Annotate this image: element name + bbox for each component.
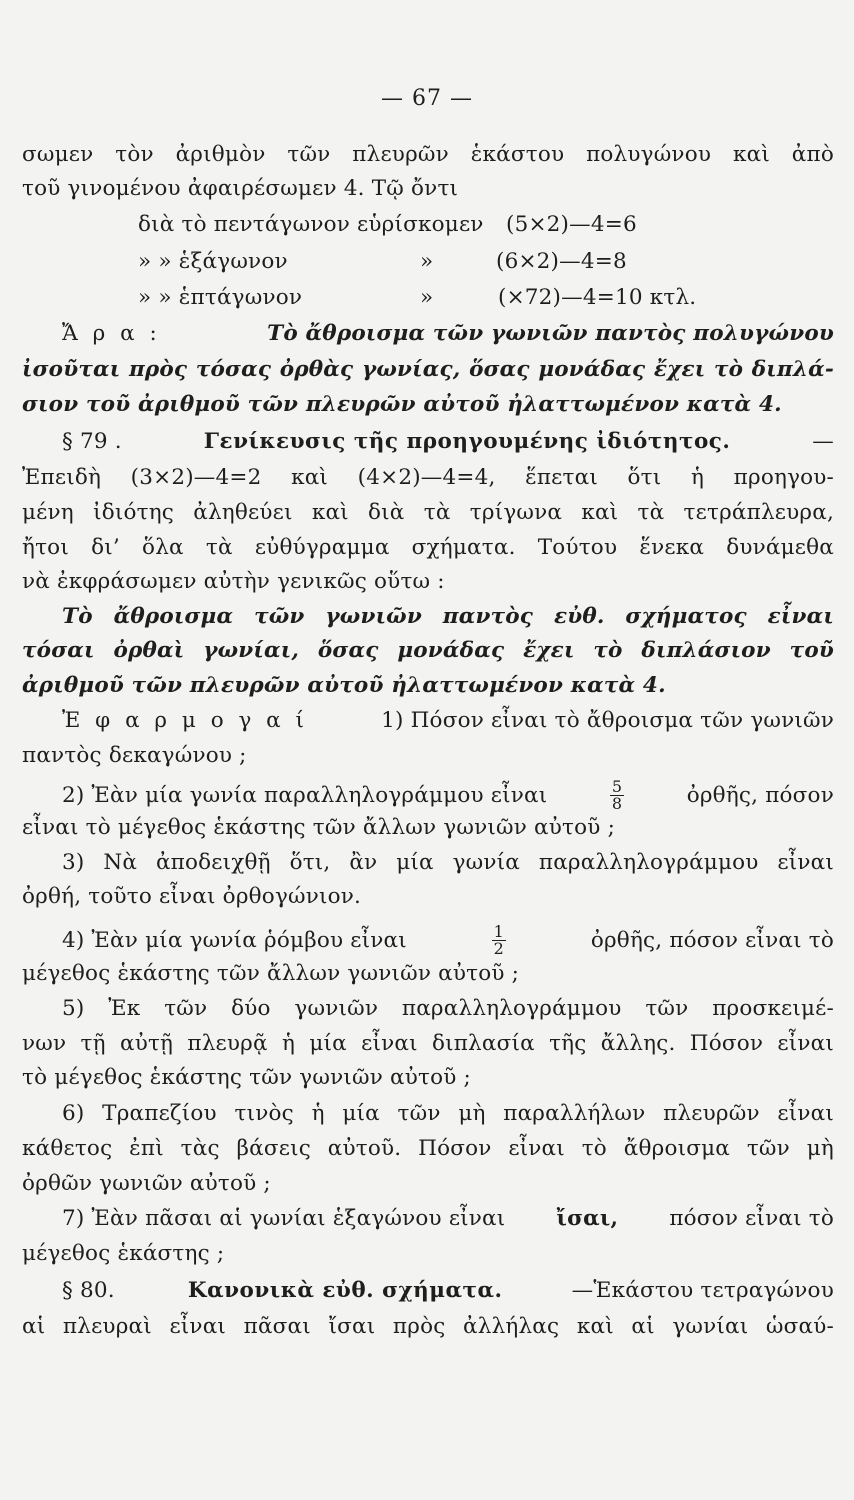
text-line: αἱ πλευραὶ εἶναι πᾶσαι ἴσαι πρὸς ἀλλήλας καὶ αἱ γωνίαι ὡσαύ- [22,1314,834,1339]
text-line: νὰ ἐκφράσωμεν αὐτὴν γενικῶς οὕτω : [22,569,445,594]
text-line: μέγεθος ἑκάστης ; [22,1241,225,1266]
exercise-text: 3) Νὰ ἀποδειχθῇ ὅτι, ἂν μία γωνία παραλληλογράμμου εἶναι [62,850,834,875]
exercise-text: 1) Πόσον εἶναι τὸ ἄθροισμα τῶν γωνιῶν [381,708,834,733]
text-line: Ἐπειδὴ (3×2)—4=2 καὶ (4×2)—4=4, ἕπεται ὅτι ἡ προηγου- [22,465,834,490]
text-line: μένη ἰδιότης ἀληθεύει καὶ διὰ τὰ τρίγωνα καὶ τὰ τετράπλευρα, [22,500,834,525]
text-line: κάθετος ἐπὶ τὰς βάσεις αὐτοῦ. Πόσον εἶναι τὸ ἄθροισμα τῶν μὴ [22,1136,834,1161]
theorem-text: Τὸ ἄθροισμα τῶν γωνιῶν παντὸς πολυγώνου [267,321,834,346]
table-row-formula: (5×2)—4=6 [506,212,637,237]
text-line: τὸ μέγεθος ἑκάστης τῶν γωνιῶν αὐτοῦ ; [22,1065,471,1090]
exercise-text: πόσον εἶναι τὸ [669,1206,834,1231]
exercise-text: ὀρθῆς, πόσον [686,782,834,808]
section-number: § 79 . [62,429,122,454]
ditto-mark: » [420,285,434,310]
exercise-text: 4) Ἐὰν μία γωνία ῥόμβου εἶναι [62,927,407,953]
exercises-label: Ἐ φ α ρ μ ο γ α ί [62,708,308,733]
theorem-text: σιον τοῦ ἀριθμοῦ τῶν πλευρῶν αὐτοῦ ἠλαττωμένον κατὰ 4. [22,392,782,417]
text-line: μέγεθος ἑκάστης τῶν ἄλλων γωνιῶν αὐτοῦ ; [22,961,520,986]
exercise-text: 7) Ἐὰν πᾶσαι αἱ γωνίαι ἑξαγώνου εἶναι [62,1206,506,1231]
table-row-label: διὰ τὸ πεντάγωνον εὑρίσκομεν [138,212,484,237]
text-line: παντὸς δεκαγώνου ; [22,743,247,768]
section-number: § 80. [62,1278,115,1303]
table-row-label: » » ἑξάγωνον [138,249,288,274]
section-heading: Κανονικὰ εὐθ. σχήματα. [187,1278,503,1303]
exercise-text: ὀρθῆς, πόσον εἶναι τὸ [590,927,834,953]
fraction-numerator: 5 [611,776,623,796]
fraction-five-eighths [610,776,624,813]
fraction-denominator: 8 [611,793,623,813]
theorem-text: ἰσοῦται πρὸς τόσας ὀρθὰς γωνίας, ὅσας μονάδας ἔχει τὸ διπλά- [22,357,834,382]
emphasis-word: ἴσαι, [556,1206,619,1231]
theorem-text: ἀριθμοῦ τῶν πλευρῶν αὐτοῦ ἠλαττωμένον κατὰ 4. [22,673,666,698]
exercise-text: 5) Ἐκ τῶν δύο γωνιῶν παραλληλογράμμου τῶν προσκειμέ- [62,996,834,1021]
text-line: σωμεν τὸν ἀριθμὸν τῶν πλευρῶν ἑκάστου πολυγώνου καὶ ἀπὸ [22,142,834,167]
table-row-formula: (×72)—4=10 κτλ. [498,285,697,310]
section-heading: Γενίκευσις τῆς προηγουμένης ἰδιότητος. [203,429,731,454]
text-line: ἤτοι δι’ ὅλα τὰ εὐθύγραμμα σχήματα. Τούτου ἕνεκα δυνάμεθα [22,535,834,560]
page-number: — 67 — [381,86,473,111]
ditto-mark: » [420,249,434,274]
theorem-text: τόσαι ὀρθαὶ γωνίαι, ὅσας μονάδας ἔχει τὸ διπλάσιον τοῦ [22,638,834,663]
exercise-text: 6) Τραπεζίου τινὸς ἡ μία τῶν μὴ παραλλήλων πλευρῶν εἶναι [62,1101,834,1126]
exercise-text: 2) Ἐὰν μία γωνία παραλληλογράμμου εἶναι [62,782,548,808]
text-line: ὀρθή, τοῦτο εἶναι ὀρθογώνιον. [22,884,362,909]
fraction-denominator: 2 [493,938,505,958]
text-line: ὀρθῶν γωνιῶν αὐτοῦ ; [22,1171,271,1196]
table-row-formula: (6×2)—4=8 [496,249,627,274]
text-line: εἶναι τὸ μέγεθος ἑκάστης τῶν ἄλλων γωνιῶν αὐτοῦ ; [22,815,616,840]
text-line: —Ἑκάστου τετραγώνου [571,1278,834,1303]
text-line: τοῦ γινομένου ἀφαιρέσωμεν 4. Τῷ ὄντι [22,176,459,201]
theorem-text: Τὸ ἄθροισμα τῶν γωνιῶν παντὸς εὐθ. σχήματος εἶναι [62,604,834,629]
conclusion-label: Ἄ ρ α : [62,321,161,346]
fraction-numerator: 1 [493,921,505,941]
table-row-label: » » ἑπτάγωνον [138,285,303,310]
text-line: νων τῇ αὐτῇ πλευρᾷ ἡ μία εἶναι διπλασία τῆς ἄλλης. Πόσον εἶναι [22,1031,834,1056]
dash: — [812,429,834,454]
fraction-one-half [492,921,506,958]
